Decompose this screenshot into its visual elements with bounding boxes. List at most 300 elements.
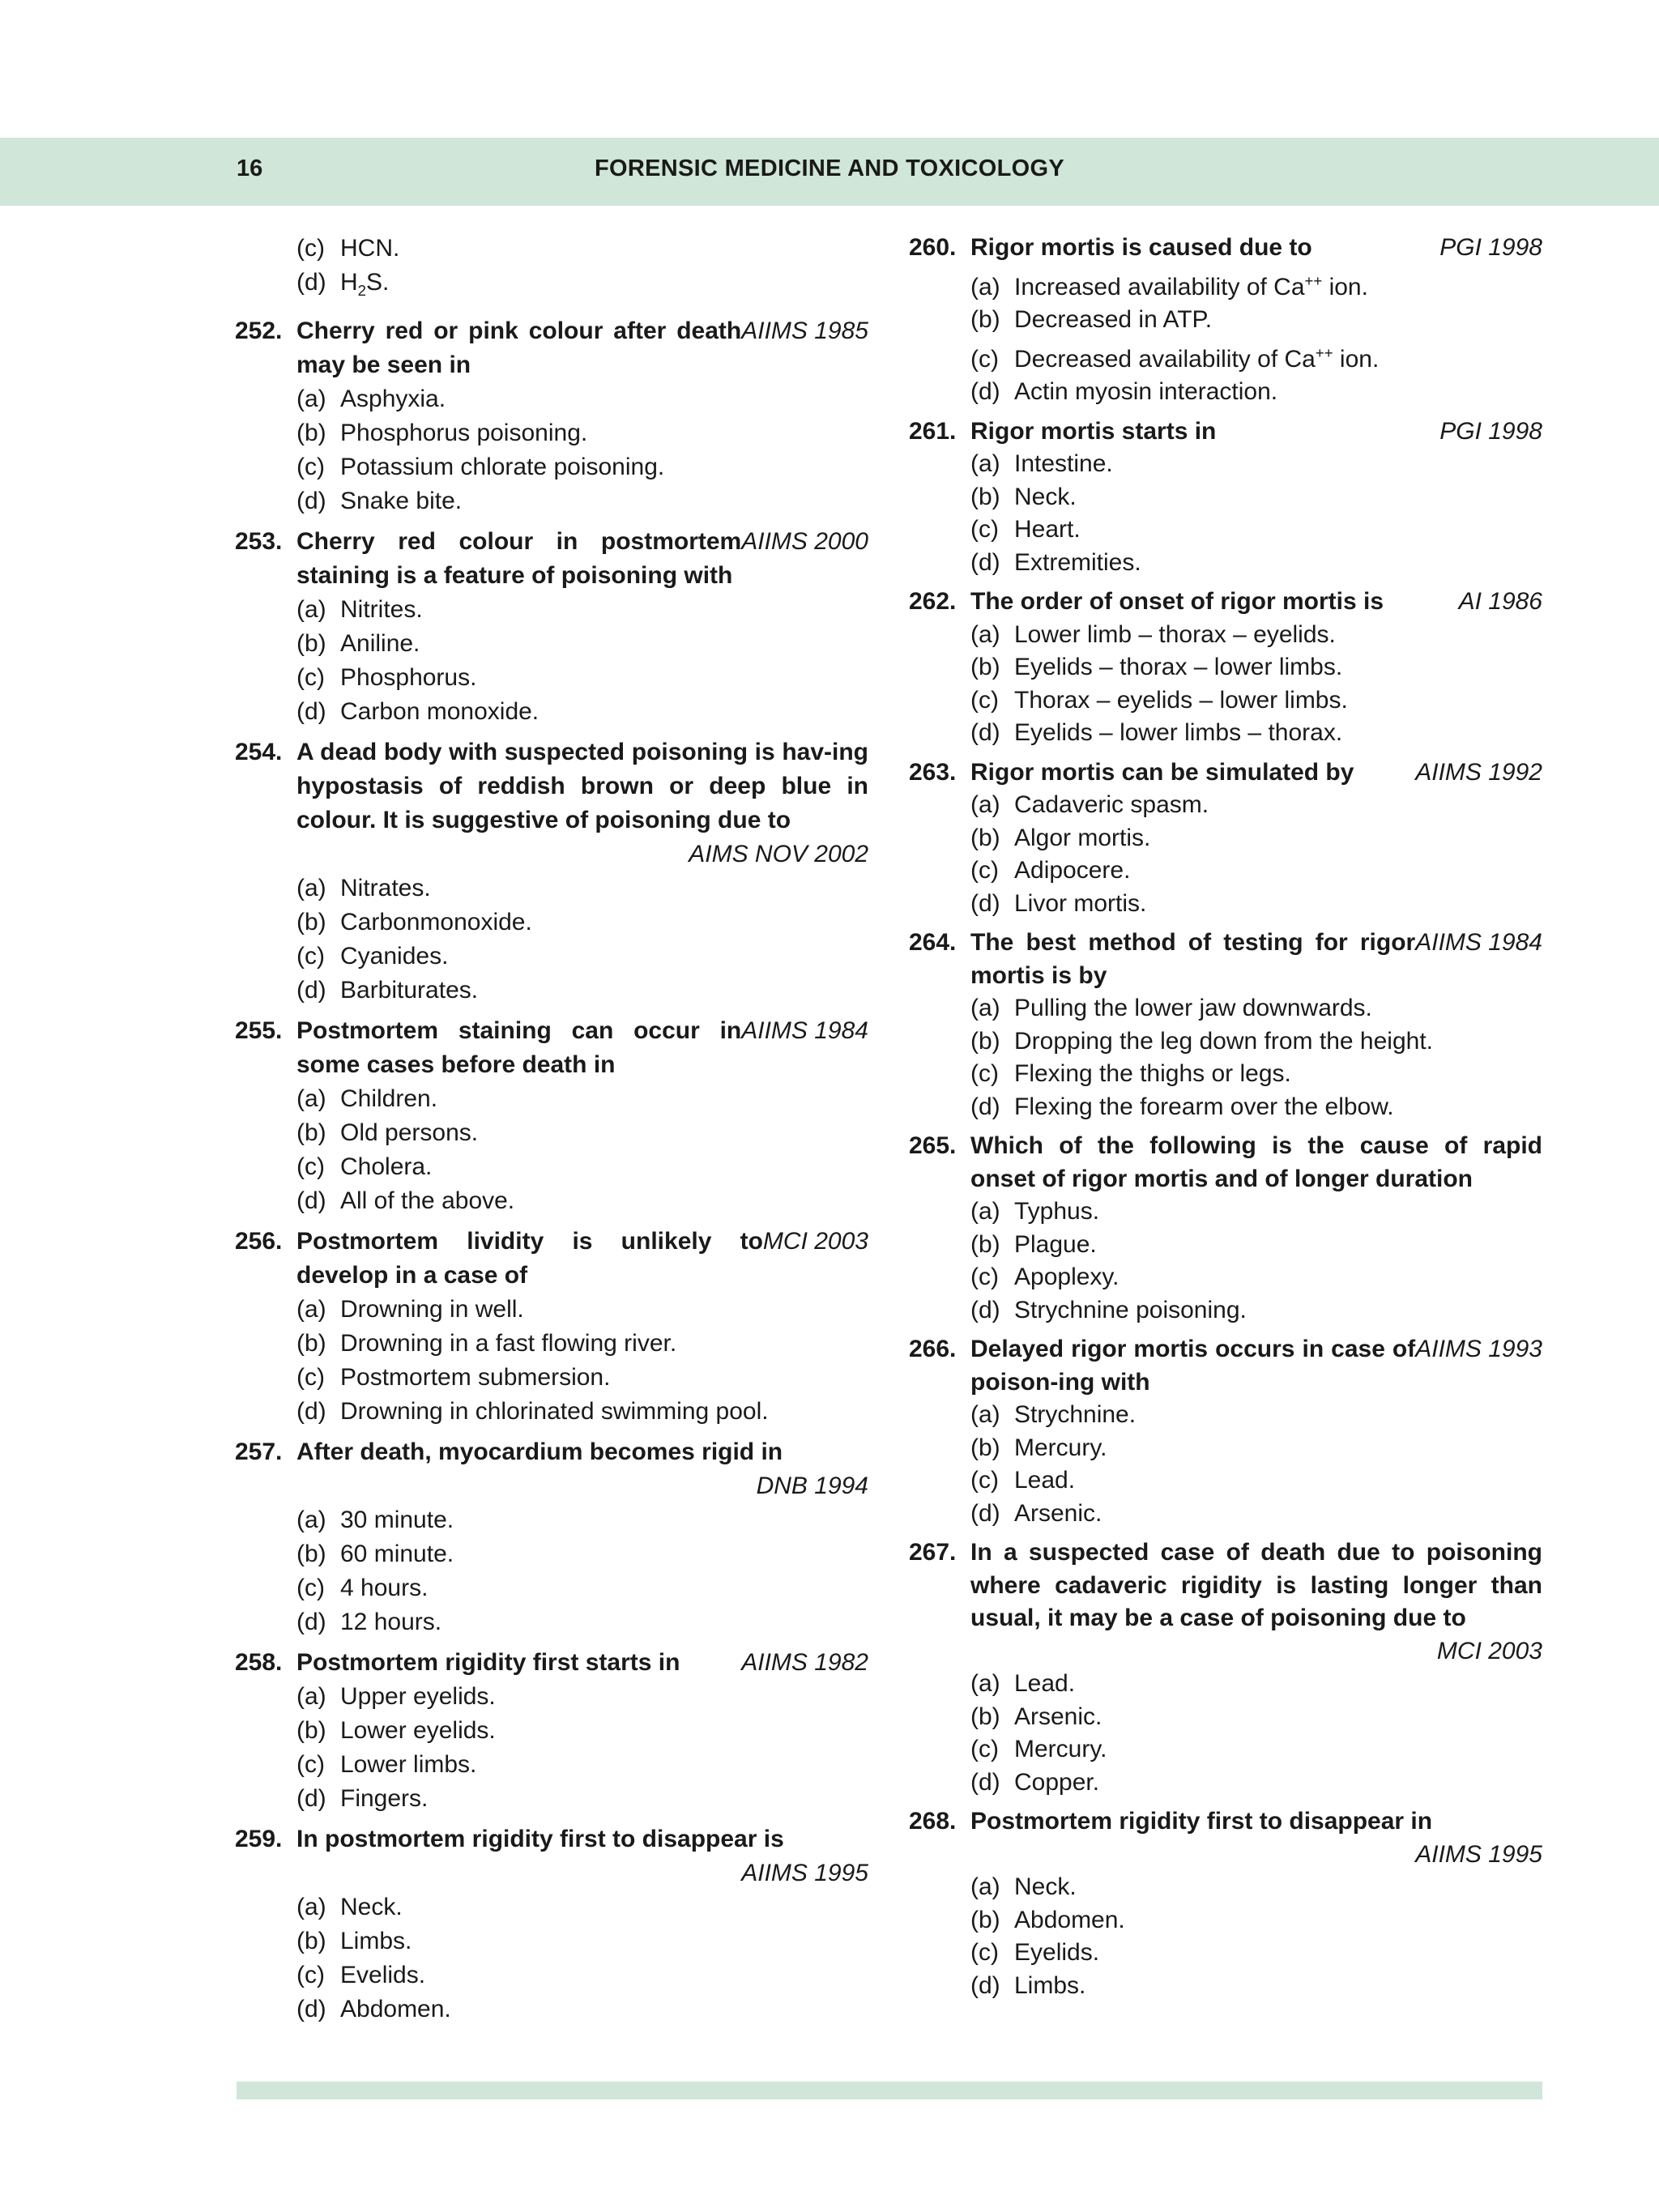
option-letter: (b) (970, 1230, 1000, 1258)
option-text: 60 minute. (340, 1541, 454, 1567)
option-text: Drowning in chlorinated swimming pool. (340, 1398, 769, 1425)
option-item (970, 619, 1542, 652)
option-text: Heart. (1014, 516, 1081, 543)
option-superscript: ++ (1304, 271, 1323, 289)
option-letter: (c) (296, 664, 325, 691)
option-item (296, 1082, 868, 1116)
option-item (970, 1937, 1542, 1970)
question-number: 260. (909, 234, 957, 261)
option-letter: (c) (296, 1575, 325, 1601)
exam-source: AIIMS 1984 (1415, 929, 1542, 956)
option-item (970, 789, 1542, 822)
question-stem (909, 1333, 1542, 1399)
option-letter: (b) (970, 1703, 1000, 1730)
option-letter: (a) (296, 1085, 326, 1112)
option-text: Asphyxia. (340, 386, 446, 412)
option-item (970, 888, 1542, 921)
option-letter: (b) (296, 1717, 326, 1744)
option-letter: (d) (970, 1768, 1000, 1796)
question-stem (909, 416, 1542, 449)
option-letter: (d) (970, 1093, 1000, 1120)
option-item (970, 481, 1542, 514)
option-item (296, 232, 868, 266)
option-text: Limbs. (340, 1928, 412, 1954)
option-text: Thorax – eyelids – lower limbs. (1014, 686, 1348, 714)
option-letter: (c) (296, 1962, 325, 1988)
option-item (296, 266, 868, 308)
question-block (909, 416, 1542, 580)
question-stem (909, 1536, 1542, 1635)
question-text: The best method of testing for rigor mortis is by (970, 929, 1416, 989)
option-list (235, 1890, 868, 2027)
option-letter: (d) (970, 1499, 1000, 1527)
option-list (235, 1503, 868, 1639)
question-text: Postmortem staining can occur in some cases before death in (296, 1017, 742, 1078)
option-letter: (b) (970, 824, 1000, 851)
question-block (235, 1435, 868, 1639)
option-item (296, 872, 868, 906)
option-list (235, 1082, 868, 1218)
question-block (235, 525, 868, 729)
question-text: Rigor mortis is caused due to (970, 234, 1312, 261)
option-text: Plague. (1014, 1230, 1097, 1258)
option-text: Carbonmonoxide. (340, 909, 532, 936)
option-letter: (b) (970, 483, 1000, 510)
question-block (235, 1822, 868, 2027)
option-letter: (d) (970, 1971, 1000, 1999)
option-text: Typhus. (1014, 1198, 1100, 1225)
exam-source: AI 1986 (1458, 588, 1542, 615)
option-text: Phosphorus. (340, 664, 477, 691)
question-stem (235, 1822, 868, 1856)
option-text: Neck. (1014, 1873, 1077, 1900)
option-item (970, 1904, 1542, 1937)
question-text: Which of the following is the cause of rapid onset of rigor mortis and of longer duration (970, 1132, 1542, 1192)
option-text: Postmortem submersion. (340, 1364, 611, 1391)
exam-source: AIIMS 2000 (741, 528, 868, 555)
option-text: Drowning in well. (340, 1296, 524, 1323)
option-text: Lower eyelids. (340, 1717, 496, 1744)
left-question-list (235, 314, 868, 2027)
option-letter: (a) (970, 620, 1000, 648)
option-text: Lower limb – thorax – eyelids. (1014, 620, 1336, 648)
option-text: Potassium chlorate poisoning. (340, 454, 665, 480)
option-list (909, 992, 1542, 1123)
option-text: Mercury. (1014, 1434, 1107, 1461)
option-item (970, 684, 1542, 718)
question-stem (909, 1130, 1542, 1196)
question-stem (235, 314, 868, 382)
right-column (909, 232, 1542, 2009)
option-letter: (d) (970, 1296, 1000, 1323)
exam-source: AIIMS 1992 (1415, 758, 1542, 786)
question-number: 253. (235, 528, 283, 555)
question-number: 254. (235, 739, 283, 765)
option-letter: (a) (970, 995, 1000, 1021)
option-text: 30 minute. (340, 1507, 454, 1533)
option-item (970, 1261, 1542, 1294)
option-item (970, 514, 1542, 547)
option-item (970, 1025, 1542, 1059)
option-letter: (c) (296, 235, 325, 262)
question-stem (235, 1435, 868, 1469)
option-item (296, 593, 868, 627)
question-stem (909, 927, 1542, 992)
question-stem (235, 1014, 868, 1082)
question-number: 267. (909, 1539, 957, 1566)
question-number: 258. (235, 1649, 283, 1676)
option-item (970, 992, 1542, 1025)
right-question-list (909, 232, 1542, 2002)
option-text: Apoplexy. (1014, 1264, 1120, 1290)
question-number: 259. (235, 1826, 283, 1852)
option-subscript: 2 (357, 282, 367, 299)
question-number: 263. (909, 758, 957, 786)
question-stem (909, 1805, 1542, 1839)
option-text: Increased availability of Ca (1014, 273, 1305, 300)
option-text: HCN. (340, 235, 400, 262)
question-block (235, 1225, 868, 1429)
question-number: 256. (235, 1228, 283, 1255)
option-text: Arsenic. (1014, 1499, 1102, 1527)
option-letter: (a) (970, 273, 1000, 300)
option-item (296, 1184, 868, 1218)
option-text: All of the above. (340, 1187, 515, 1214)
option-list (909, 619, 1542, 750)
option-item (970, 822, 1542, 855)
option-letter: (b) (296, 1330, 326, 1357)
option-list (909, 448, 1542, 579)
question-block (909, 1130, 1542, 1327)
option-letter: (d) (296, 1996, 326, 2022)
question-text: The order of onset of rigor mortis is (970, 588, 1384, 615)
option-text: Adipocere. (1014, 857, 1131, 884)
option-text: Flexing the thighs or legs. (1014, 1060, 1291, 1087)
option-letter: (d) (970, 548, 1000, 576)
question-text: Cherry red or pink colour after death may be seen in (296, 318, 742, 378)
option-text: Extremities. (1014, 548, 1141, 576)
option-letter: (c) (296, 454, 325, 480)
option-item (296, 627, 868, 661)
option-text: Neck. (1014, 483, 1077, 510)
left-column (235, 232, 868, 2033)
option-item (970, 1701, 1542, 1734)
question-text: In a suspected case of death due to poisoning where cadaveric rigidity is lasting longer than usual, it may be a case of poisoning due to (970, 1539, 1542, 1631)
option-text: Neck. (340, 1894, 403, 1920)
option-letter: (c) (296, 1153, 325, 1180)
question-text: After death, myocardium becomes rigid in (296, 1438, 783, 1465)
option-letter: (c) (296, 1364, 325, 1391)
option-letter: (b) (970, 1434, 1000, 1461)
option-item (970, 1970, 1542, 2003)
question-block (235, 314, 868, 518)
option-text: Actin myosin interaction. (1014, 378, 1278, 405)
question-number: 266. (909, 1336, 957, 1362)
option-list (909, 1871, 1542, 2002)
option-letter: (a) (970, 1401, 1000, 1428)
option-letter: (a) (296, 1683, 326, 1710)
option-list (235, 382, 868, 518)
option-list (909, 789, 1542, 920)
question-number: 257. (235, 1438, 283, 1465)
option-item (296, 1503, 868, 1537)
option-text: 4 hours. (340, 1575, 429, 1601)
question-block (909, 1805, 1542, 2002)
exam-source: AIIMS 1982 (741, 1649, 868, 1676)
carry-over-options (235, 232, 868, 308)
option-letter: (d) (296, 488, 326, 514)
option-item (296, 1150, 868, 1184)
option-superscript: ++ (1315, 343, 1333, 361)
option-item (970, 337, 1542, 377)
option-item (970, 1399, 1542, 1432)
option-text: H (340, 269, 358, 296)
question-block (235, 735, 868, 1008)
option-text: Carbon monoxide. (340, 698, 539, 725)
option-text: Nitrates. (340, 875, 431, 901)
option-list (235, 593, 868, 729)
option-text: Children. (340, 1085, 438, 1112)
option-letter: (d) (296, 1398, 326, 1425)
option-text: Aniline. (340, 630, 420, 657)
option-item (970, 265, 1542, 305)
option-letter: (a) (970, 791, 1000, 818)
option-text: Abdomen. (1014, 1906, 1125, 1933)
question-number: 255. (235, 1017, 283, 1044)
option-item (970, 1229, 1542, 1262)
option-item (970, 1294, 1542, 1328)
option-item (296, 1714, 868, 1748)
option-item (296, 1293, 868, 1327)
option-item (296, 974, 868, 1008)
question-block (909, 232, 1542, 409)
option-letter: (c) (970, 345, 999, 373)
option-item (970, 1498, 1542, 1531)
option-letter: (d) (296, 269, 326, 296)
question-text: Postmortem lividity is unlikely to develop in a case of (296, 1228, 763, 1289)
option-letter: (a) (296, 596, 326, 623)
option-item (970, 1871, 1542, 1904)
option-letter: (a) (970, 1670, 1000, 1697)
option-text: Strychnine poisoning. (1014, 1296, 1247, 1323)
option-item (296, 1993, 868, 2027)
option-item (970, 1091, 1542, 1124)
option-letter: (d) (296, 1609, 326, 1635)
option-letter: (d) (296, 1187, 326, 1214)
question-number: 268. (909, 1808, 957, 1835)
option-item (970, 1432, 1542, 1465)
question-block (909, 586, 1542, 750)
exam-source: MCI 2003 (1436, 1637, 1542, 1664)
question-stem (909, 586, 1542, 619)
option-item (296, 1395, 868, 1429)
question-number: 264. (909, 929, 957, 956)
option-text: Copper. (1014, 1768, 1100, 1796)
exam-source: AIIMS 1985 (741, 318, 868, 344)
option-text: Decreased availability of Ca (1014, 345, 1316, 373)
option-item (296, 1605, 868, 1639)
question-stem (235, 1225, 868, 1293)
option-text: Upper eyelids. (340, 1683, 496, 1710)
option-list (235, 872, 868, 1008)
question-block (909, 1333, 1542, 1530)
option-item (970, 1464, 1542, 1498)
option-letter: (b) (296, 909, 326, 936)
question-number: 265. (909, 1132, 957, 1159)
exam-source: PGI 1998 (1439, 417, 1542, 445)
option-letter: (a) (296, 386, 326, 412)
question-text: Postmortem rigidity first starts in (296, 1649, 680, 1676)
question-block (909, 927, 1542, 1123)
option-letter: (c) (970, 686, 999, 714)
exam-source: AIIMS 1993 (1415, 1336, 1542, 1362)
option-letter: (d) (296, 977, 326, 1004)
option-item (970, 651, 1542, 684)
option-item (296, 1748, 868, 1782)
option-item (970, 855, 1542, 888)
option-item (296, 1361, 868, 1395)
exam-source: AIIMS 1984 (741, 1017, 868, 1044)
option-letter: (b) (296, 420, 326, 446)
exam-source: PGI 1998 (1439, 234, 1542, 261)
option-list (909, 265, 1542, 409)
question-stem (235, 525, 868, 593)
option-item (296, 1890, 868, 1924)
option-letter: (c) (970, 1264, 999, 1290)
option-text: Fingers. (340, 1785, 429, 1812)
option-letter: (b) (970, 1906, 1000, 1933)
option-list (909, 1668, 1542, 1799)
option-item (970, 1058, 1542, 1091)
option-letter: (a) (296, 1507, 326, 1533)
question-stem (235, 1646, 868, 1680)
running-title: FORENSIC MEDICINE AND TOXICOLOGY (595, 156, 1064, 181)
option-letter: (a) (296, 875, 326, 901)
option-text-after: S. (366, 269, 390, 296)
option-item (970, 1196, 1542, 1229)
question-text: Delayed rigor mortis occurs in case of poison-ing with (970, 1336, 1416, 1396)
option-item (970, 448, 1542, 481)
option-item (296, 1571, 868, 1605)
option-letter: (b) (970, 654, 1000, 680)
option-letter: (c) (970, 1939, 999, 1966)
option-item (296, 1782, 868, 1816)
option-text: Mercury. (1014, 1736, 1107, 1762)
option-letter: (b) (970, 306, 1000, 333)
option-text: Eyelids. (1014, 1939, 1100, 1966)
option-letter: (b) (296, 1928, 326, 1954)
option-text: Lead. (1014, 1467, 1076, 1494)
option-item (970, 1668, 1542, 1701)
option-text: Pulling the lower jaw downwards. (1014, 995, 1372, 1021)
option-text: Eyelids – thorax – lower limbs. (1014, 654, 1343, 680)
option-list (235, 1293, 868, 1429)
option-letter: (c) (970, 1060, 999, 1087)
option-item (296, 906, 868, 940)
option-item (970, 717, 1542, 750)
option-item (296, 940, 868, 974)
option-text: Flexing the forearm over the elbow. (1014, 1093, 1394, 1120)
option-item (970, 547, 1542, 580)
question-stem (235, 735, 868, 837)
option-text-after: ion. (1333, 345, 1380, 373)
option-item (296, 695, 868, 729)
option-item (296, 1537, 868, 1571)
exam-source: MCI 2003 (762, 1228, 868, 1255)
exam-source: AIIMS 1995 (1415, 1840, 1542, 1868)
option-text: Cyanides. (340, 943, 449, 970)
option-letter: (d) (970, 889, 1000, 917)
option-text: Evelids. (340, 1962, 426, 1988)
option-text: Strychnine. (1014, 1401, 1137, 1428)
option-text: Intestine. (1014, 450, 1113, 477)
option-letter: (a) (296, 1296, 326, 1323)
footer-band (237, 2082, 1542, 2099)
question-block (909, 1536, 1542, 1799)
option-text: 12 hours. (340, 1609, 442, 1635)
option-letter: (c) (296, 943, 325, 970)
option-list (909, 1196, 1542, 1327)
option-text: Livor mortis. (1014, 889, 1147, 917)
page-number: 16 (237, 156, 263, 181)
option-letter: (b) (296, 1119, 326, 1146)
option-letter: (d) (970, 378, 1000, 405)
option-item (970, 376, 1542, 409)
option-text: Dropping the leg down from the height. (1014, 1027, 1433, 1055)
option-text: Barbiturates. (340, 977, 479, 1004)
option-letter: (a) (970, 1198, 1000, 1225)
option-letter: (b) (296, 630, 326, 657)
question-text: A dead body with suspected poisoning is hav-ing hypostasis of reddish brown or deep blue in colour. It is suggestive of poisoning due to (296, 739, 868, 833)
option-text: Lower limbs. (340, 1751, 477, 1778)
option-text: Drowning in a fast flowing river. (340, 1330, 677, 1357)
option-letter: (d) (296, 698, 326, 725)
option-item (296, 382, 868, 416)
option-text: Limbs. (1014, 1971, 1086, 1999)
option-letter: (d) (296, 1785, 326, 1812)
question-number: 252. (235, 318, 283, 344)
option-item (296, 450, 868, 484)
question-number: 262. (909, 588, 957, 615)
option-letter: (a) (296, 1894, 326, 1920)
question-text: Rigor mortis can be simulated by (970, 758, 1354, 786)
option-text: Algor mortis. (1014, 824, 1151, 851)
option-item (296, 661, 868, 695)
option-item (296, 416, 868, 450)
option-text: Eyelids – lower limbs – thorax. (1014, 719, 1343, 746)
option-item (296, 1958, 868, 1993)
option-list (235, 1680, 868, 1816)
question-text: Postmortem rigidity first to disappear in (970, 1808, 1433, 1835)
option-text: Decreased in ATP. (1014, 306, 1213, 333)
question-block (235, 1014, 868, 1218)
question-text: Cherry red colour in postmortem staining is a feature of poisoning with (296, 528, 742, 589)
option-letter: (b) (296, 1541, 326, 1567)
option-text: Cholera. (340, 1153, 433, 1180)
question-stem (909, 757, 1542, 790)
question-stem (909, 232, 1542, 265)
option-text: Nitrites. (340, 596, 423, 623)
option-letter: (d) (970, 719, 1000, 746)
exam-source: AIIMS 1995 (741, 1860, 868, 1886)
option-text: Snake bite. (340, 488, 463, 514)
option-letter: (c) (296, 1751, 325, 1778)
option-list (909, 1399, 1542, 1530)
option-text-after: ion. (1322, 273, 1368, 300)
option-letter: (c) (970, 516, 999, 543)
question-number: 261. (909, 417, 957, 445)
option-letter: (c) (970, 857, 999, 884)
